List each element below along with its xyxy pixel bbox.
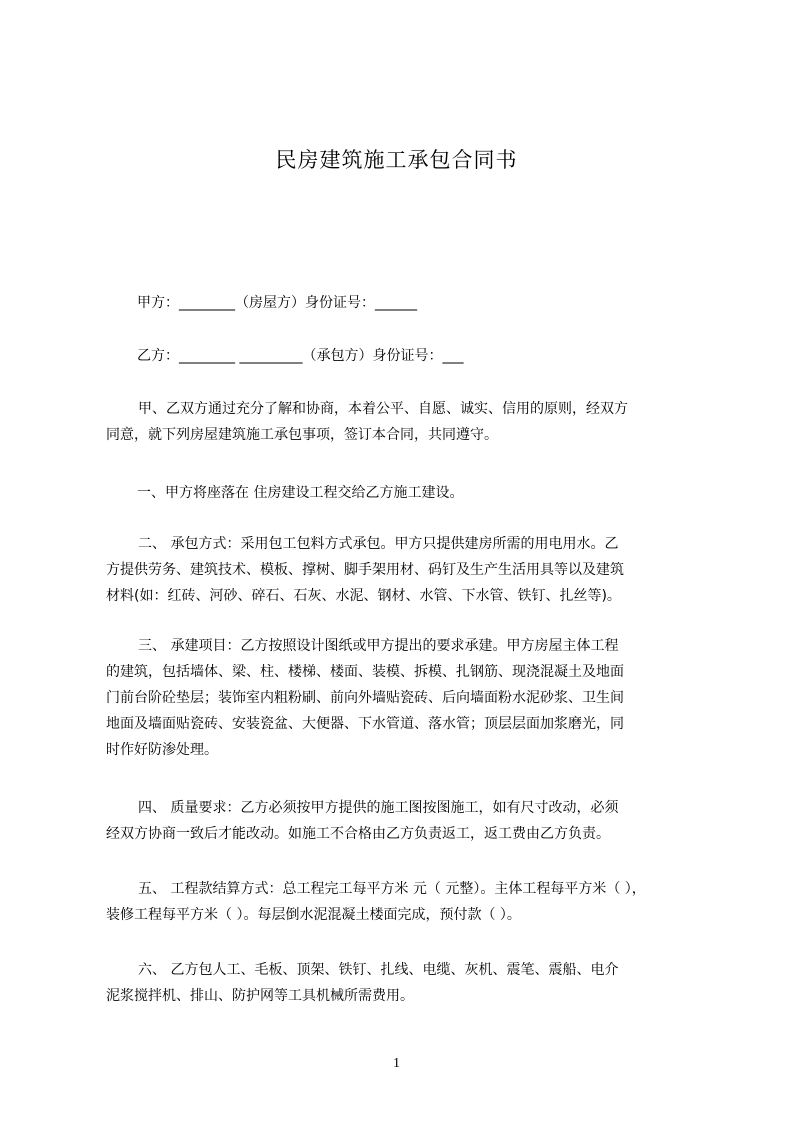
clause-3-line: 三、 承建项目：乙方按照设计图纸或甲方提出的要求承建。甲方房屋主体工程 [138, 638, 619, 654]
clause-6-line: 泥浆搅拌机、排山、防护网等工具机械所需费用。 [106, 988, 414, 1004]
clause-3-line: 的建筑，包括墙体、梁、柱、楼梯、楼面、装模、拆模、扎钢筋、现浇混凝土及地面 [106, 664, 624, 680]
document-title: 民房建筑施工承包合同书 [275, 148, 518, 172]
intro-paragraph [106, 396, 666, 448]
clause-4-line: 四、 质量要求：乙方必须按甲方提供的施工图按图施工，如有尺寸改动，必须 [138, 800, 619, 816]
clause-3-line: 门前台阶砼垫层；装饰室内粗粉刷、前向外墙贴瓷砖、后向墙面粉水泥砂浆、卫生间 [106, 690, 624, 706]
clause-3-line: 地面及墙面贴瓷砖、安装瓷盆、大便器、下水管道、落水管；顶层层面加浆磨光，同 [106, 716, 624, 732]
clause-2 [106, 531, 666, 609]
clause-3 [106, 633, 666, 763]
intro-line: 同意，就下列房屋建筑施工承包事项，签订本合同，共同遵守。 [106, 427, 498, 443]
clause-5 [106, 876, 666, 928]
clause-4-line: 经双方协商一致后才能改动。如施工不合格由乙方负责返工，返工费由乙方负责。 [106, 826, 610, 842]
intro-line: 甲、乙双方通过充分了解和协商，本着公平、自愿、诚实、信用的原则，经双方 [138, 401, 628, 417]
clause-2-line: 方提供劳务、建筑技术、模板、撑树、脚手架用材、码钉及生产生活用具等以及建筑 [106, 562, 624, 578]
clause-4 [106, 795, 666, 847]
clause-3-line: 时作好防渗处理。 [106, 742, 218, 758]
page-number: 1 [393, 1056, 400, 1071]
clause-2-line: 材料(如：红砖、河砂、碎石、石灰、水泥、钢材、水管、下水管、铁钉、扎丝等)。 [106, 588, 621, 604]
clause-5-line: 五、 工程款结算方式：总工程完工每平方米 元（ 元整）。主体工程每平方米（ ）， [138, 881, 646, 897]
clause-5-line: 装修工程每平方米（ ）。每层倒水泥混凝土楼面完成，预付款（ ）。 [106, 907, 521, 923]
clause-6 [106, 957, 666, 1009]
clause-2-line: 二、 承包方式：采用包工包料方式承包。甲方只提供建房所需的用电用水。乙 [138, 536, 619, 552]
party-a-line: 甲方：________（房屋方）身份证号：______ [137, 295, 417, 311]
party-b-line: 乙方：________ _________（承包方）身份证号：___ [137, 348, 464, 364]
clause-1: 一、甲方将座落在 住房建设工程交给乙方施工建设。 [137, 485, 464, 501]
clause-6-line: 六、 乙方包人工、毛板、顶架、铁钉、扎线、电缆、灰机、震笔、震船、电介 [138, 962, 619, 978]
